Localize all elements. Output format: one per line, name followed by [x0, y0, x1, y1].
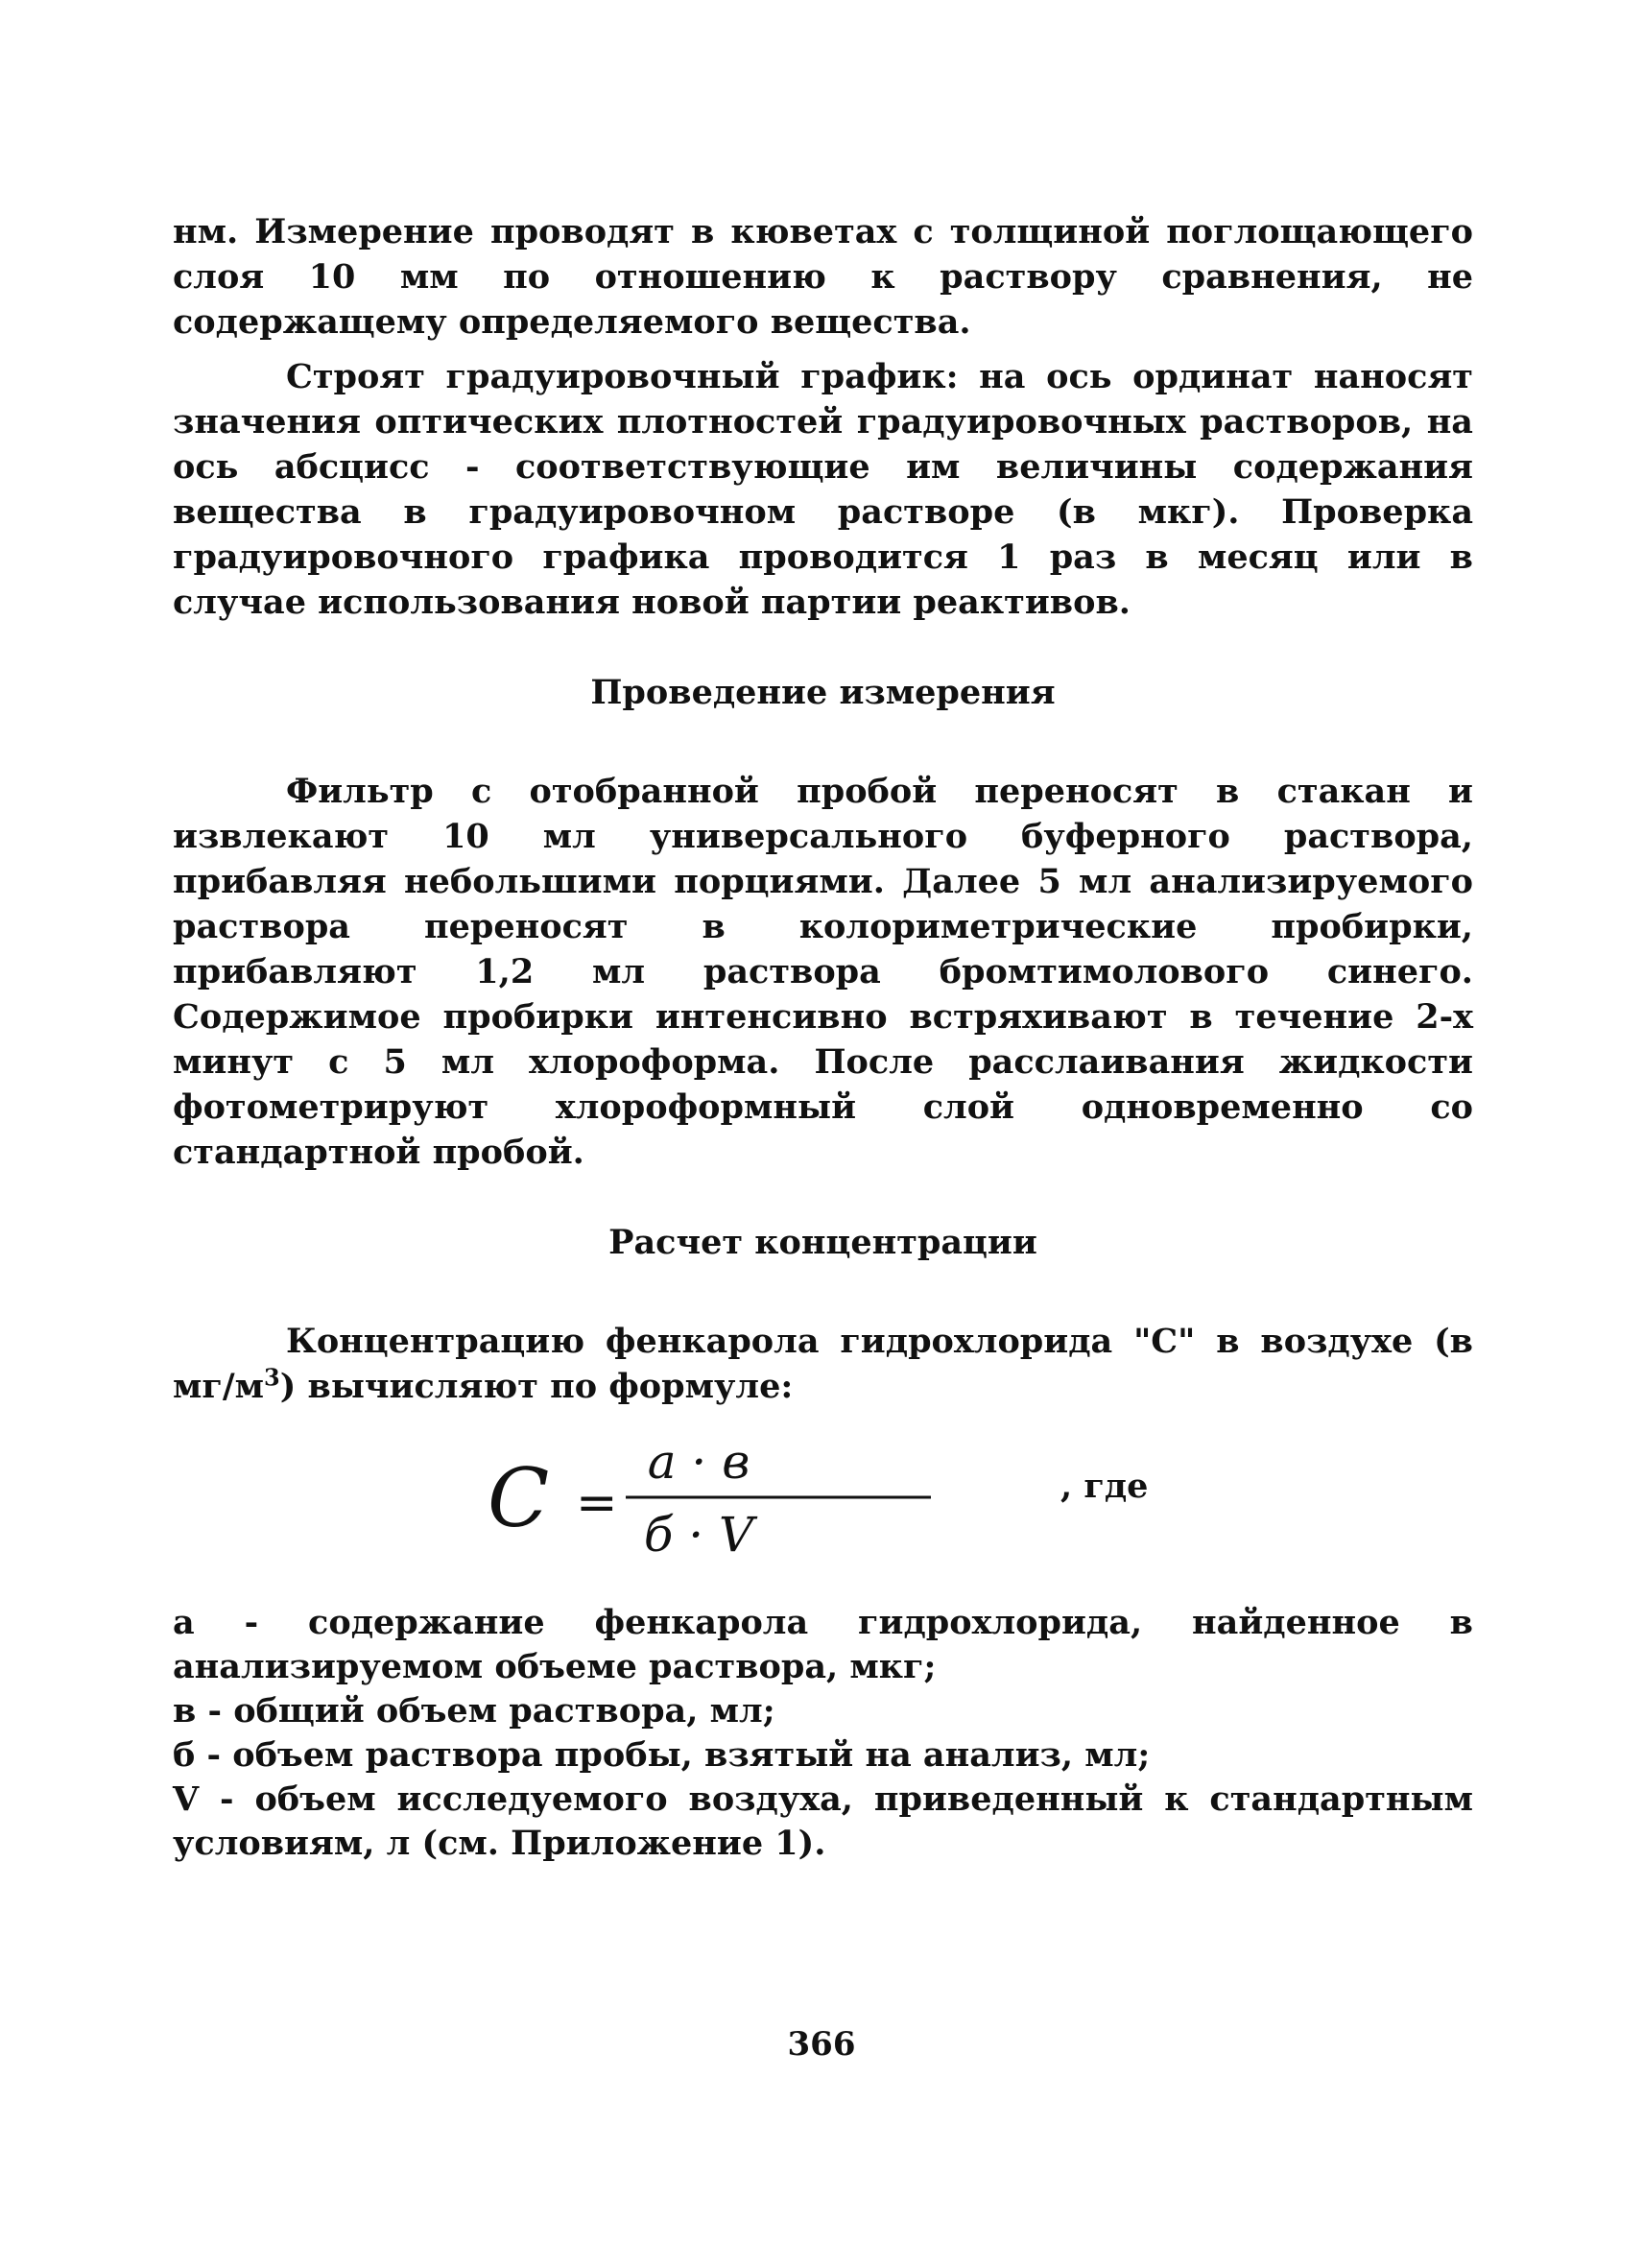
formula-numerator: а · в: [647, 1434, 750, 1490]
formula-lhs: C: [488, 1451, 550, 1545]
definition-item: а - содержание фенкарола гидрохлорида, найденное в анализируемом объеме раствора, мкг;: [173, 1603, 1473, 1686]
intro-text-after: ) вычисляют по формуле:: [279, 1367, 794, 1406]
paragraph-measurement-procedure: Фильтр с отобранной пробой переносят в стакан и извлекают 10 мл универсального буферного раствора, прибавляя небольшими порциями. Далее 5 мл анализируемого раствора переносят в колориметрические пробирки, прибавляют 1,2 мл раствора бромтимолового синего. Содержимое пробирки интенсивно встряхивают в течение 2-х минут с 5 мл хлороформа. После расслаивания жидкости фотометрируют хлороформный слой одновременно со стандартной пробой.: [173, 772, 1473, 1172]
formula-equals: =: [576, 1474, 618, 1532]
paragraph-calibration-graph: Строят градуировочный график: на ось ординат наносят значения оптических плотностей градуировочных растворов, на ось абсцисс - соответствующие им величины содержания вещества в градуировочном растворе (в мкг). Проверка градуировочного графика проводится 1 раз в месяц или в случае использования новой партии реактивов.: [173, 357, 1473, 622]
formula-graphic: [480, 1428, 941, 1572]
heading-measurement: Проведение измерения: [590, 673, 1056, 712]
heading-concentration-calculation: Расчет концентрации: [608, 1223, 1037, 1262]
cubic-superscript: 3: [264, 1363, 280, 1392]
definition-item: в - общий объем раствора, мл;: [173, 1691, 775, 1731]
definition-item: V - объем исследуемого воздуха, приведенный к стандартным условиям, л (см. Приложение 1).: [173, 1779, 1473, 1863]
paragraph-concentration-intro: [173, 1319, 1473, 1409]
page-body: [173, 209, 1473, 1866]
paragraph-measurement-cuvette: нм. Измерение проводят в кюветах с толщиной поглощающего слоя 10 мм по отношению к раствору сравнения, не содержащему определяемого вещества.: [173, 212, 1473, 342]
formula-where-label: , где: [1060, 1467, 1149, 1506]
intro-text-before: Концентрацию фенкарола гидрохлорида "С" в воздухе (в мг/м: [173, 1322, 1473, 1406]
definition-item: б - объем раствора пробы, взятый на анализ, мл;: [173, 1735, 1151, 1775]
formula-denominator: б · V: [643, 1507, 754, 1563]
formula: [173, 1428, 1473, 1572]
page-number: 366: [787, 2025, 856, 2064]
definitions-list: [173, 1601, 1473, 1866]
